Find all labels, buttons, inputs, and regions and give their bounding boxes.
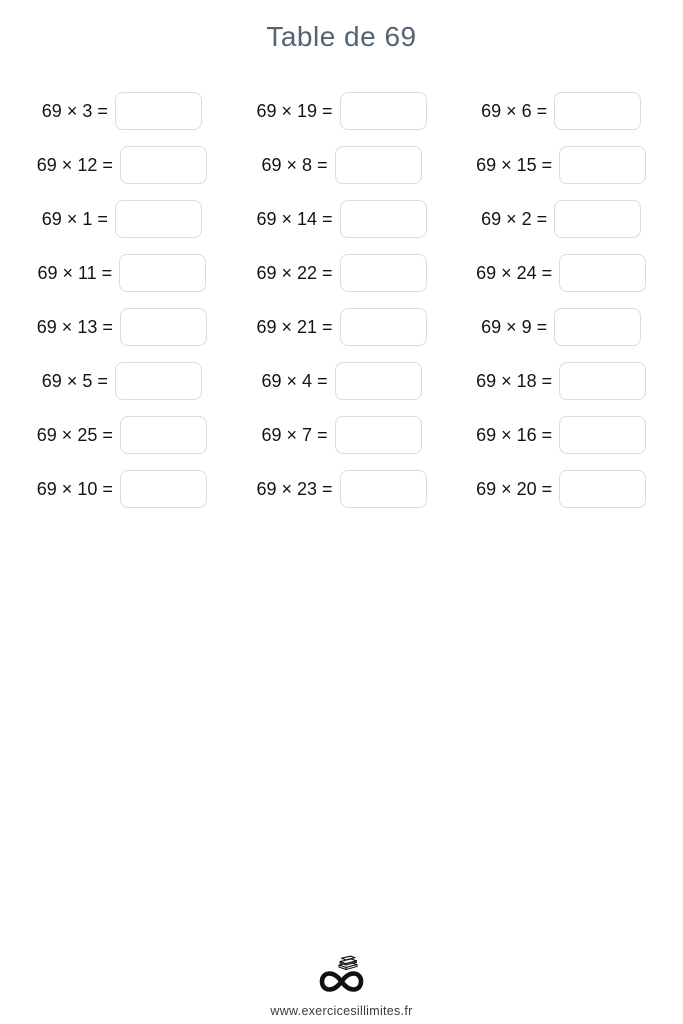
problem-label: 69 × 20 = (476, 478, 553, 499)
answer-input[interactable] (120, 146, 207, 184)
problem-label: 69 × 21 = (256, 316, 333, 337)
answer-input[interactable] (120, 308, 207, 346)
answer-input[interactable] (115, 200, 202, 238)
problem-cell (232, 462, 452, 516)
problem-cell (451, 246, 671, 300)
problem-label: 69 × 18 = (476, 370, 553, 391)
problem-cell (232, 300, 452, 354)
answer-input[interactable] (340, 254, 427, 292)
answer-input[interactable] (554, 308, 641, 346)
problem-label: 69 × 11 = (37, 262, 113, 283)
problem-cell (12, 354, 232, 408)
answer-input[interactable] (119, 254, 206, 292)
problem-cell (451, 192, 671, 246)
problem-label: 69 × 14 = (256, 208, 333, 229)
answer-input[interactable] (340, 470, 427, 508)
problem-label: 69 × 6 = (481, 100, 548, 121)
problem-label: 69 × 2 = (481, 208, 548, 229)
problem-label: 69 × 9 = (481, 316, 548, 337)
answer-input[interactable] (554, 92, 641, 130)
answer-input[interactable] (340, 200, 427, 238)
answer-input[interactable] (120, 416, 207, 454)
problem-label: 69 × 1 = (41, 208, 108, 229)
problem-label: 69 × 15 = (476, 154, 553, 175)
answer-input[interactable] (340, 308, 427, 346)
problem-cell (451, 138, 671, 192)
answer-input[interactable] (115, 92, 202, 130)
problem-label: 69 × 16 = (476, 424, 553, 445)
problem-cell (451, 300, 671, 354)
problem-cell (12, 300, 232, 354)
problem-label: 69 × 24 = (476, 262, 553, 283)
footer-url: www.exercicesillimites.fr (270, 1004, 413, 1018)
problem-cell (12, 246, 232, 300)
problem-cell (451, 84, 671, 138)
problem-label: 69 × 7 = (261, 424, 328, 445)
problem-cell (232, 84, 452, 138)
problem-cell (232, 246, 452, 300)
problem-cell (12, 408, 232, 462)
problem-cell (12, 138, 232, 192)
problem-cell (232, 408, 452, 462)
answer-input[interactable] (335, 416, 422, 454)
problem-cell (232, 138, 452, 192)
problem-label: 69 × 8 = (261, 154, 328, 175)
problem-label: 69 × 22 = (256, 262, 333, 283)
problem-label: 69 × 19 = (256, 100, 333, 121)
answer-input[interactable] (559, 470, 646, 508)
answer-input[interactable] (559, 362, 646, 400)
problem-cell (451, 462, 671, 516)
problem-label: 69 × 10 = (36, 478, 113, 499)
answer-input[interactable] (559, 146, 646, 184)
problem-label: 69 × 25 = (36, 424, 113, 445)
problem-label: 69 × 4 = (261, 370, 328, 391)
problem-cell (12, 192, 232, 246)
problem-cell (232, 354, 452, 408)
answer-input[interactable] (559, 254, 646, 292)
problem-cell (12, 84, 232, 138)
answer-input[interactable] (115, 362, 202, 400)
problem-cell (232, 192, 452, 246)
problem-cell (451, 354, 671, 408)
answer-input[interactable] (340, 92, 427, 130)
problem-label: 69 × 5 = (41, 370, 108, 391)
problem-label: 69 × 13 = (36, 316, 113, 337)
problem-label: 69 × 3 = (41, 100, 108, 121)
answer-input[interactable] (120, 470, 207, 508)
problem-cell (451, 408, 671, 462)
answer-input[interactable] (559, 416, 646, 454)
problem-label: 69 × 23 = (256, 478, 333, 499)
infinity-books-logo-icon (319, 955, 365, 997)
answer-input[interactable] (335, 362, 422, 400)
problems-grid (0, 84, 683, 516)
answer-input[interactable] (554, 200, 641, 238)
problem-label: 69 × 12 = (36, 154, 113, 175)
problem-cell (12, 462, 232, 516)
page-title: Table de 69 (266, 21, 417, 52)
footer (0, 955, 683, 1018)
answer-input[interactable] (335, 146, 422, 184)
